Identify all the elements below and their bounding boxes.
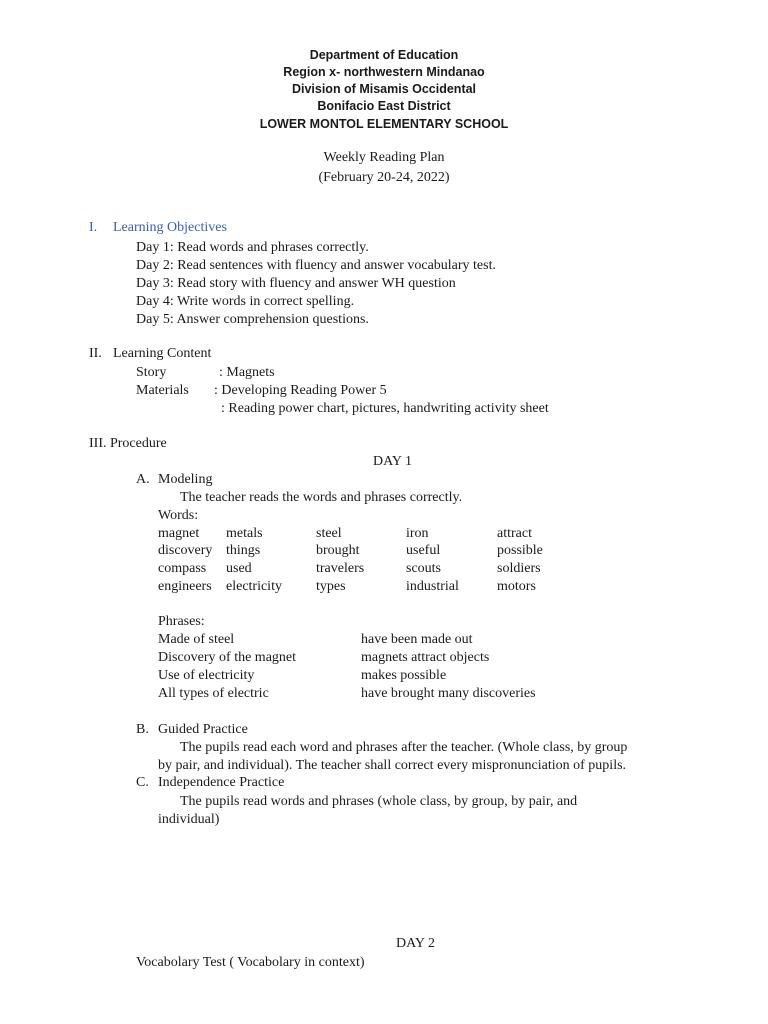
guided-text-line-2: by pair, and individual). The teacher shall correct every mispronunciation of pupils. (158, 758, 627, 773)
independence-text-line-2: individual) (158, 812, 220, 827)
materials-value-2: : Reading power chart, pictures, handwriting activity sheet (221, 401, 549, 416)
materials-label: Materials (136, 383, 189, 398)
guided-title: Guided Practice (158, 722, 248, 737)
objectives-heading: Learning Objectives (113, 220, 227, 235)
district-heading: Bonifacio East District (317, 99, 451, 113)
word-cell: iron (406, 526, 429, 541)
word-cell: useful (406, 543, 441, 558)
modeling-letter: A. (136, 472, 150, 487)
modeling-text: The teacher reads the words and phrases correctly. (180, 490, 463, 505)
day-1-title: DAY 1 (373, 454, 413, 469)
word-cell: compass (158, 561, 207, 576)
guided-text-line-1: The pupils read each word and phrases after the teacher. (Whole class, by group (180, 740, 628, 755)
procedure-heading: III. Procedure (89, 436, 167, 451)
word-cell: steel (316, 526, 342, 541)
word-cell: attract (497, 526, 532, 541)
modeling-title: Modeling (158, 472, 213, 487)
school-name: LOWER MONTOL ELEMENTARY SCHOOL (259, 117, 509, 131)
plan-dates: (February 20-24, 2022) (318, 170, 450, 185)
phrase-cell: have brought many discoveries (361, 686, 536, 701)
content-numeral: II. (89, 346, 102, 361)
phrase-cell: Discovery of the magnet (158, 650, 297, 665)
word-cell: types (316, 579, 346, 594)
phrase-cell: Made of steel (158, 632, 235, 647)
department-heading: Department of Education (309, 48, 459, 62)
word-cell: magnet (158, 526, 200, 541)
vocabulary-test-heading: Vocabolary Test ( Vocabolary in context) (136, 955, 365, 970)
objective-day-1: Day 1: Read words and phrases correctly. (136, 240, 369, 255)
phrases-label: Phrases: (158, 614, 205, 629)
phrase-cell: Use of electricity (158, 668, 255, 683)
division-heading: Division of Misamis Occidental (291, 82, 477, 96)
guided-letter: B. (136, 722, 149, 737)
objective-day-4: Day 4: Write words in correct spelling. (136, 294, 355, 309)
word-cell: travelers (316, 561, 365, 576)
phrase-cell: makes possible (361, 668, 447, 683)
word-cell: soldiers (497, 561, 541, 576)
word-cell: possible (497, 543, 543, 558)
objective-day-3: Day 3: Read story with fluency and answer WH question (136, 276, 456, 291)
materials-value-1: : Developing Reading Power 5 (214, 383, 387, 398)
independence-title: Independence Practice (158, 775, 285, 790)
story-label: Story (136, 365, 167, 380)
word-cell: things (226, 543, 261, 558)
word-cell: metals (226, 526, 263, 541)
phrase-cell: have been made out (361, 632, 473, 647)
objective-day-5: Day 5: Answer comprehension questions. (136, 312, 369, 327)
word-cell: motors (497, 579, 536, 594)
plan-title: Weekly Reading Plan (323, 150, 445, 165)
phrase-cell: All types of electric (158, 686, 269, 701)
story-value: : Magnets (219, 365, 275, 380)
word-cell: used (226, 561, 252, 576)
day-2-title: DAY 2 (396, 936, 436, 951)
word-cell: discovery (158, 543, 213, 558)
objectives-numeral: I. (89, 220, 98, 235)
word-cell: industrial (406, 579, 459, 594)
word-cell: scouts (406, 561, 441, 576)
region-heading: Region x- northwestern Mindanao (283, 65, 485, 79)
objective-day-2: Day 2: Read sentences with fluency and answer vocabulary test. (136, 258, 496, 273)
independence-text-line-1: The pupils read words and phrases (whole class, by group, by pair, and (180, 794, 578, 809)
words-label: Words: (158, 508, 199, 523)
content-heading: Learning Content (113, 346, 212, 361)
phrase-cell: magnets attract objects (361, 650, 490, 665)
word-cell: brought (316, 543, 360, 558)
word-cell: electricity (226, 579, 282, 594)
independence-letter: C. (136, 775, 149, 790)
word-cell: engineers (158, 579, 212, 594)
